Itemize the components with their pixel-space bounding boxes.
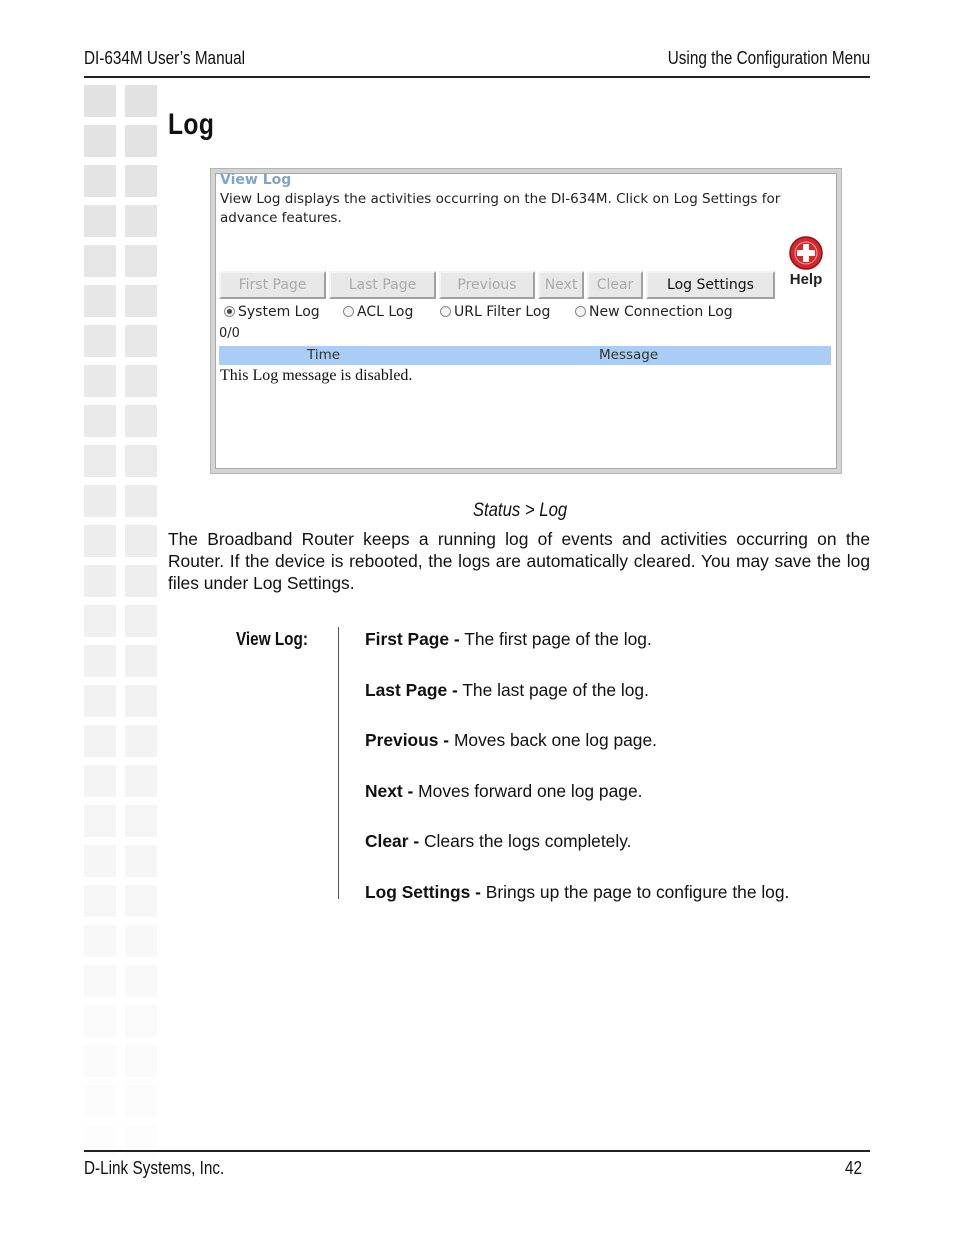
decorative-block: [125, 1125, 157, 1157]
page-footer: [84, 1150, 870, 1178]
radio-unselected-icon: [575, 306, 586, 317]
log-settings-button[interactable]: Log Settings: [646, 271, 775, 299]
decorative-block: [84, 885, 116, 917]
decorative-block: [84, 125, 116, 157]
decorative-block: [84, 365, 116, 397]
definition-next: Next - Moves forward one log page.: [365, 781, 643, 801]
decorative-block: [84, 805, 116, 837]
log-message: This Log message is disabled.: [220, 367, 413, 384]
decorative-block: [84, 445, 116, 477]
decorative-block: [84, 765, 116, 797]
definition-divider: [338, 627, 339, 899]
decorative-block: [84, 165, 116, 197]
decorative-block: [84, 205, 116, 237]
log-table-header: [219, 346, 831, 365]
company-name: D-Link Systems, Inc.: [84, 1158, 225, 1178]
decorative-block: [125, 1045, 157, 1077]
decorative-block: [125, 725, 157, 757]
radio-url-filter-log[interactable]: URL Filter Log: [440, 304, 550, 320]
decorative-block: [125, 1085, 157, 1117]
decorative-block: [125, 645, 157, 677]
page-title: Log: [168, 108, 215, 141]
figure-caption: Status > Log: [472, 500, 568, 521]
definition-previous: Previous - Moves back one log page.: [365, 730, 657, 750]
decorative-block: [125, 605, 157, 637]
radio-selected-icon: [224, 306, 235, 317]
help-plus-icon: [789, 236, 823, 270]
first-page-button[interactable]: First Page: [219, 271, 326, 299]
column-time: Time: [307, 347, 341, 363]
column-message: Message: [599, 347, 659, 363]
radio-new-connection-log[interactable]: New Connection Log: [575, 304, 733, 320]
page-header: [84, 46, 870, 78]
last-page-button[interactable]: Last Page: [329, 271, 436, 299]
previous-button[interactable]: Previous: [439, 271, 535, 299]
decorative-block: [125, 765, 157, 797]
radio-unselected-icon: [343, 306, 354, 317]
decorative-block: [125, 925, 157, 957]
decorative-block: [84, 925, 116, 957]
decorative-block: [125, 205, 157, 237]
decorative-block: [125, 1005, 157, 1037]
decorative-block: [84, 1005, 116, 1037]
decorative-block: [84, 645, 116, 677]
decorative-block: [84, 605, 116, 637]
decorative-block: [125, 885, 157, 917]
decorative-block: [84, 1045, 116, 1077]
decorative-block: [84, 285, 116, 317]
clear-button[interactable]: Clear: [587, 271, 643, 299]
decorative-block: [125, 845, 157, 877]
radio-unselected-icon: [440, 306, 451, 317]
decorative-block: [84, 405, 116, 437]
log-page-count: 0/0: [219, 326, 240, 341]
decorative-sidebar-blocks: [84, 85, 160, 1155]
definition-log-settings: Log Settings - Brings up the page to configure the log.: [365, 882, 790, 902]
decorative-block: [125, 125, 157, 157]
section-name: Using the Configuration Menu: [667, 48, 870, 68]
decorative-block: [125, 325, 157, 357]
view-log-title: View Log: [220, 172, 292, 188]
decorative-block: [84, 245, 116, 277]
definition-last-page: Last Page - The last page of the log.: [365, 680, 649, 700]
view-log-screenshot: [210, 168, 842, 474]
decorative-block: [125, 445, 157, 477]
manual-title: DI-634M User’s Manual: [84, 48, 245, 68]
next-button[interactable]: Next: [538, 271, 584, 299]
decorative-block: [84, 1125, 116, 1157]
definition-clear: Clear - Clears the logs completely.: [365, 831, 632, 851]
decorative-block: [125, 365, 157, 397]
decorative-block: [125, 285, 157, 317]
page-number: 42: [844, 1158, 862, 1178]
radio-acl-log[interactable]: ACL Log: [343, 304, 413, 320]
help-button[interactable]: [784, 236, 828, 288]
help-label: Help: [789, 271, 823, 288]
decorative-block: [125, 525, 157, 557]
radio-system-log[interactable]: System Log: [224, 304, 320, 320]
decorative-block: [125, 565, 157, 597]
decorative-block: [84, 965, 116, 997]
decorative-block: [125, 965, 157, 997]
view-log-label: View Log:: [236, 629, 308, 649]
decorative-block: [84, 325, 116, 357]
decorative-block: [125, 85, 157, 117]
decorative-block: [125, 245, 157, 277]
decorative-block: [125, 405, 157, 437]
decorative-block: [125, 805, 157, 837]
intro-paragraph: The Broadband Router keeps a running log of events and activities occurring on the Router. If the device is rebooted, the logs are automatically cleared. You may save the log files under Log Settings.: [168, 529, 870, 593]
decorative-block: [84, 1085, 116, 1117]
decorative-block: [84, 845, 116, 877]
decorative-block: [84, 525, 116, 557]
decorative-block: [84, 685, 116, 717]
decorative-block: [84, 85, 116, 117]
definition-first-page: First Page - The first page of the log.: [365, 629, 652, 649]
decorative-block: [84, 725, 116, 757]
view-log-description: View Log displays the activities occurring on the DI-634M. Click on Log Settings for advance features.: [220, 191, 781, 226]
decorative-block: [125, 685, 157, 717]
decorative-block: [84, 565, 116, 597]
view-log-panel: [215, 173, 837, 469]
decorative-block: [125, 165, 157, 197]
